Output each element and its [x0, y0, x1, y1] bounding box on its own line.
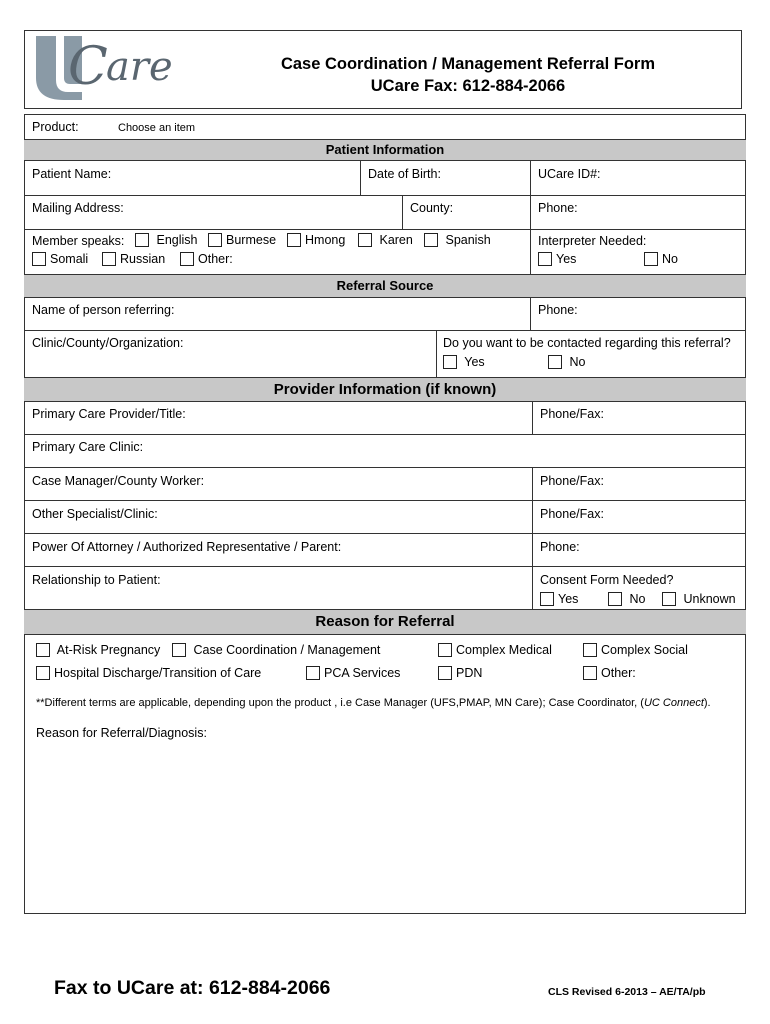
checkbox-box[interactable]: [180, 252, 194, 266]
checkbox-pdn[interactable]: PDN: [438, 666, 482, 680]
section-provider-information: Provider Information (if known): [24, 377, 746, 402]
checkbox-box[interactable]: [102, 252, 116, 266]
checkbox-pca-services[interactable]: PCA Services: [306, 666, 400, 680]
section-reason-for-referral: Reason for Referral: [24, 609, 746, 635]
patient-name-label: Patient Name:: [32, 167, 112, 181]
checkbox-karen[interactable]: Karen: [358, 233, 413, 247]
mailing-address-label: Mailing Address:: [32, 201, 124, 215]
referrer-phone-label: Phone:: [538, 303, 578, 317]
checkbox-somali[interactable]: Somali: [32, 252, 88, 266]
checkbox-box[interactable]: [358, 233, 372, 247]
checkbox-interpreter-no[interactable]: No: [644, 252, 678, 266]
checkbox-at-risk-pregnancy[interactable]: At-Risk Pregnancy: [36, 643, 160, 657]
checkbox-hmong[interactable]: Hmong: [287, 233, 345, 247]
checkbox-interpreter-yes[interactable]: Yes: [538, 252, 576, 266]
diagnosis-textarea[interactable]: [26, 744, 744, 912]
checkbox-box[interactable]: [36, 666, 50, 680]
section-patient-information: Patient Information: [24, 139, 746, 161]
svg-text:are: are: [106, 44, 173, 90]
checkbox-box[interactable]: [32, 252, 46, 266]
checkbox-box[interactable]: [287, 233, 301, 247]
checkbox-box[interactable]: [424, 233, 438, 247]
checkbox-box[interactable]: [583, 643, 597, 657]
checkbox-box[interactable]: [306, 666, 320, 680]
section-referral-source: Referral Source: [24, 274, 746, 298]
checkbox-spanish[interactable]: Spanish: [424, 233, 491, 247]
ucare-id-label: UCare ID#:: [538, 167, 601, 181]
checkbox-consent-yes[interactable]: Yes: [540, 592, 578, 606]
pcp-title-label: Primary Care Provider/Title:: [32, 407, 186, 421]
checkbox-burmese[interactable]: Burmese: [208, 233, 276, 247]
checkbox-box[interactable]: [662, 592, 676, 606]
checkbox-consent-no[interactable]: No: [608, 592, 645, 606]
other-specialist-label: Other Specialist/Clinic:: [32, 507, 158, 521]
checkbox-english[interactable]: English: [135, 233, 197, 247]
checkbox-box[interactable]: [583, 666, 597, 680]
checkbox-box[interactable]: [438, 643, 452, 657]
checkbox-box[interactable]: [172, 643, 186, 657]
checkbox-complex-medical[interactable]: Complex Medical: [438, 643, 552, 657]
checkbox-consent-unknown[interactable]: Unknown: [662, 592, 736, 606]
member-speaks-label: Member speaks:: [32, 234, 125, 248]
checkbox-box[interactable]: [438, 666, 452, 680]
product-select[interactable]: Choose an item: [118, 122, 196, 134]
form-title: Case Coordination / Management Referral Form: [280, 55, 656, 73]
name-referring-label: Name of person referring:: [32, 303, 175, 317]
case-manager-phone-fax-label: Phone/Fax:: [540, 474, 604, 488]
checkbox-box[interactable]: [443, 355, 457, 369]
checkbox-hospital-discharge[interactable]: Hospital Discharge/Transition of Care: [36, 666, 261, 680]
dob-label: Date of Birth:: [368, 167, 441, 181]
checkbox-other-reason[interactable]: Other:: [583, 666, 636, 680]
contact-question: Do you want to be contacted regarding this referral?: [443, 336, 731, 350]
patient-phone-label: Phone:: [538, 201, 578, 215]
checkbox-complex-social[interactable]: Complex Social: [583, 643, 688, 657]
checkbox-box[interactable]: [36, 643, 50, 657]
terms-note: **Different terms are applicable, depending upon the product , i.e Case Manager (UFS,PMAP, MN Care); Case Coordinator, (UC Connect).: [36, 697, 711, 709]
diagnosis-label: Reason for Referral/Diagnosis:: [36, 726, 207, 740]
clinic-org-label: Clinic/County/Organization:: [32, 336, 184, 350]
fax-line: UCare Fax: 612-884-2066: [370, 77, 566, 95]
checkbox-box[interactable]: [608, 592, 622, 606]
checkbox-case-coordination[interactable]: Case Coordination / Management: [172, 643, 380, 657]
poa-label: Power Of Attorney / Authorized Representative / Parent:: [32, 540, 342, 554]
pcp-phone-fax-label: Phone/Fax:: [540, 407, 604, 421]
relationship-label: Relationship to Patient:: [32, 573, 161, 587]
interpreter-needed-label: Interpreter Needed:: [538, 234, 647, 248]
case-manager-label: Case Manager/County Worker:: [32, 474, 205, 488]
consent-needed-label: Consent Form Needed?: [540, 573, 674, 587]
footer-revised: CLS Revised 6-2013 – AE/TA/pb: [548, 986, 706, 998]
checkbox-contact-no[interactable]: No: [548, 355, 585, 369]
specialist-phone-fax-label: Phone/Fax:: [540, 507, 604, 521]
checkbox-box[interactable]: [135, 233, 149, 247]
footer-fax: Fax to UCare at: 612-884-2066: [54, 977, 331, 999]
county-label: County:: [410, 201, 454, 215]
checkbox-box[interactable]: [548, 355, 562, 369]
svg-text:C: C: [68, 37, 108, 97]
checkbox-other-language[interactable]: Other:: [180, 252, 233, 266]
checkbox-box[interactable]: [208, 233, 222, 247]
ucare-logo: [34, 34, 214, 102]
checkbox-box[interactable]: [540, 592, 554, 606]
poa-phone-label: Phone:: [540, 540, 580, 554]
product-label: Product:: [32, 120, 79, 134]
pcc-label: Primary Care Clinic:: [32, 440, 144, 454]
checkbox-box[interactable]: [644, 252, 658, 266]
checkbox-contact-yes[interactable]: Yes: [443, 355, 485, 369]
checkbox-box[interactable]: [538, 252, 552, 266]
checkbox-russian[interactable]: Russian: [102, 252, 165, 266]
